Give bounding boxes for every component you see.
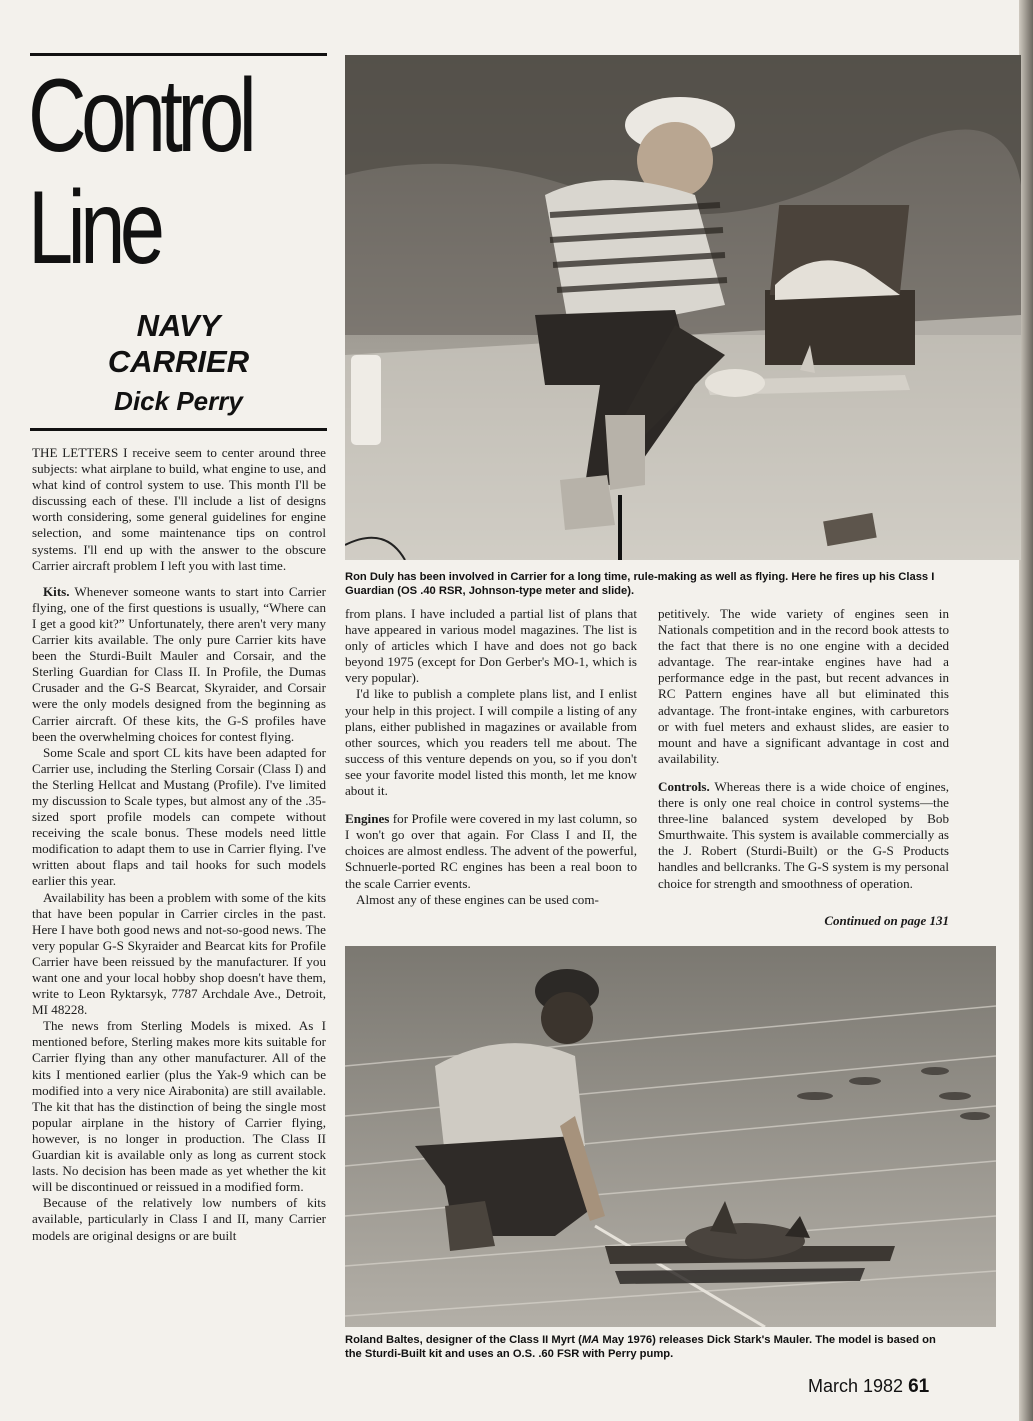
column-3 xyxy=(658,606,949,892)
kits-text: Whenever someone wants to start into Carrier flying, one of the first questions is usually, “Where can I get a good kit?” Unfortunately, there aren't very many Carrier kits available. The only pure Carrier kits have been the Sturdi-Built Mauler and Corsair, and the Sterling Guardian for Class II. In Profile, the Dumas Crusader and the G-S Bearcat, Skyraider, and Corsair were the only models designed from the beginning as Carrier aircraft. Of these kits, the G-S profiles have been the overwhelming choices for contest flying. xyxy=(32,583,326,744)
sterling-paragraph: The news from Sterling Models is mixed. As I mentioned before, Sterling makes more kits suitable for Carrier flying than any other manufacturer. All of the kits I mentioned earlier (plus the Yak-9 which can be modified into a very nice Airabonita) are still available. The kit that has the distinction of being the single most popular airplane in the history of Carrier flying, however, is no longer in production. The Class II Guardian kit is available only as long as current stock lasts. No decision has been made as yet whether the kit will be discontinued or reissued in a modified form. xyxy=(32,1018,326,1195)
caption-part-1: Roland Baltes, designer of the Class II Myrt ( xyxy=(345,1334,582,1346)
title-line-1: Control xyxy=(28,58,252,174)
engines-continued-paragraph: petitively. The wide variety of engines seen in Nationals competition and in the record book attests to the fact that there is no one engine with a decided advantage. The rear-intake engines have had a performance edge in the past, but recent advances in RC Pattern engines have all but eliminated this advantage. The front-intake engines, with carburetors or with fuel meters and exhaust slides, are easier to mount and have a significant advantage in cost and availability. xyxy=(658,606,949,766)
page-number: 61 xyxy=(908,1376,930,1397)
controls-text: Whereas there is a wide choice of engines, there is only one real choice in control systems—the three-line balanced system developed by Bob Smurthwaite. This system is available commercially as the J. Robert (Sturdi-Built) or the G-S Products handles and bellcranks. The G-S system is my personal choice for strength and smoothness of operation. xyxy=(658,778,949,891)
author-byline: Dick Perry xyxy=(114,386,243,416)
caption-part-2: May 1976) releases Dick Stark's Mauler. The model is based on the Sturdi-Built kit and uses an O.S. .60 FSR with Perry pump. xyxy=(345,1334,936,1360)
engines-paragraph xyxy=(345,811,637,891)
top-rule xyxy=(30,53,327,56)
continued-note: Continued on page 131 xyxy=(824,913,949,928)
subtitle-navy: NAVY xyxy=(136,308,221,343)
title-line-2: Line xyxy=(28,170,160,286)
intro-paragraph: THE LETTERS I receive seem to center around three subjects: what airplane to build, what engine to use, and what kind of control system to use. This month I'll be discussing each of these. I'll include a list of designs worth considering, some general guidelines for engine selection, and some maintenance tips on control systems. I'll end up with the answer to the obscure Carrier aircraft problem I left you with last time. xyxy=(32,445,326,573)
engines-heading: Engines xyxy=(345,811,390,827)
caption-magazine-abbrev: MA xyxy=(581,1334,600,1346)
scale-kits-paragraph: Some Scale and sport CL kits have been adapted for Carrier use, including the Sterling Corsair (Class I) and the Sterling Hellcat and Mustang (Profile). I've limited my discussion to Scale types, but almost any of the .35-sized sport profile models can compete without receiving the scale bonus. These models need little modification to adapt them to use in Carrier flying. I've written about flaps and tail hooks for such models earlier this year. xyxy=(32,744,326,889)
plans-list-paragraph: I'd like to publish a complete plans list, and I enlist your help in this project. I will compile a listing of any plans, either published in magazines or available from other sources, which you readers tell me about. The success of this venture depends on you, so if you don't see your favorite model listed this month, let me know about it. xyxy=(345,686,637,799)
column-1 xyxy=(32,445,326,1244)
photo-roland-baltes xyxy=(345,946,996,1327)
original-designs-paragraph: Because of the relatively low numbers of kits available, particularly in Class I and II, many Carrier models are original designs or are built xyxy=(32,1195,326,1243)
page-footer xyxy=(808,1376,929,1398)
kits-paragraph xyxy=(32,584,326,745)
engines-text: for Profile were covered in my last column, so I won't go over that again. For Class I and II, the choices are almost endless. The advent of the powerful, Schnuerle-ported RC engines has been a real boon to the scale Carrier events. xyxy=(345,811,637,891)
page-edge xyxy=(1019,0,1033,1421)
column-2 xyxy=(345,606,637,908)
availability-paragraph: Availability has been a problem with some of the kits that have been popular in Carrier circles in the past. Here I have both good news and not-so-good news. The very popular G-S Skyraider and Bearcat kits for Profile Carrier have been reissued by the manufacturer. If you want one and your local hobby shop doesn't have them, write to Leon Ryktarsyk, 7787 Archdale Ave., Detroit, MI 48228. xyxy=(32,889,326,1018)
photo-roland-baltes-caption xyxy=(345,1333,953,1361)
controls-heading: Controls. xyxy=(658,778,710,794)
controls-paragraph xyxy=(658,779,949,892)
engines-competitive-paragraph: Almost any of these engines can be used com- xyxy=(356,891,599,907)
kits-heading: Kits. xyxy=(43,583,70,599)
page-title xyxy=(28,60,262,284)
issue-date: March 1982 xyxy=(808,1376,904,1396)
photo-ron-duly-image xyxy=(345,55,1021,560)
header-bottom-rule xyxy=(30,428,327,431)
photo-ron-duly-caption: Ron Duly has been involved in Carrier for a long time, rule-making as well as flying. Here he fires up his Class I Guardian (OS .40 RSR, Johnson-type meter and slide). xyxy=(345,571,935,597)
subtitle-carrier: CARRIER xyxy=(107,344,250,379)
photo-ron-duly xyxy=(345,55,1021,560)
plans-paragraph: from plans. I have included a partial list of plans that have appeared in various model magazines. The list is only of articles which I have and does not go back beyond 1975 (except for Don Gerber's MO-1, which is very popular). xyxy=(345,606,637,686)
photo-roland-baltes-image xyxy=(345,946,996,1327)
